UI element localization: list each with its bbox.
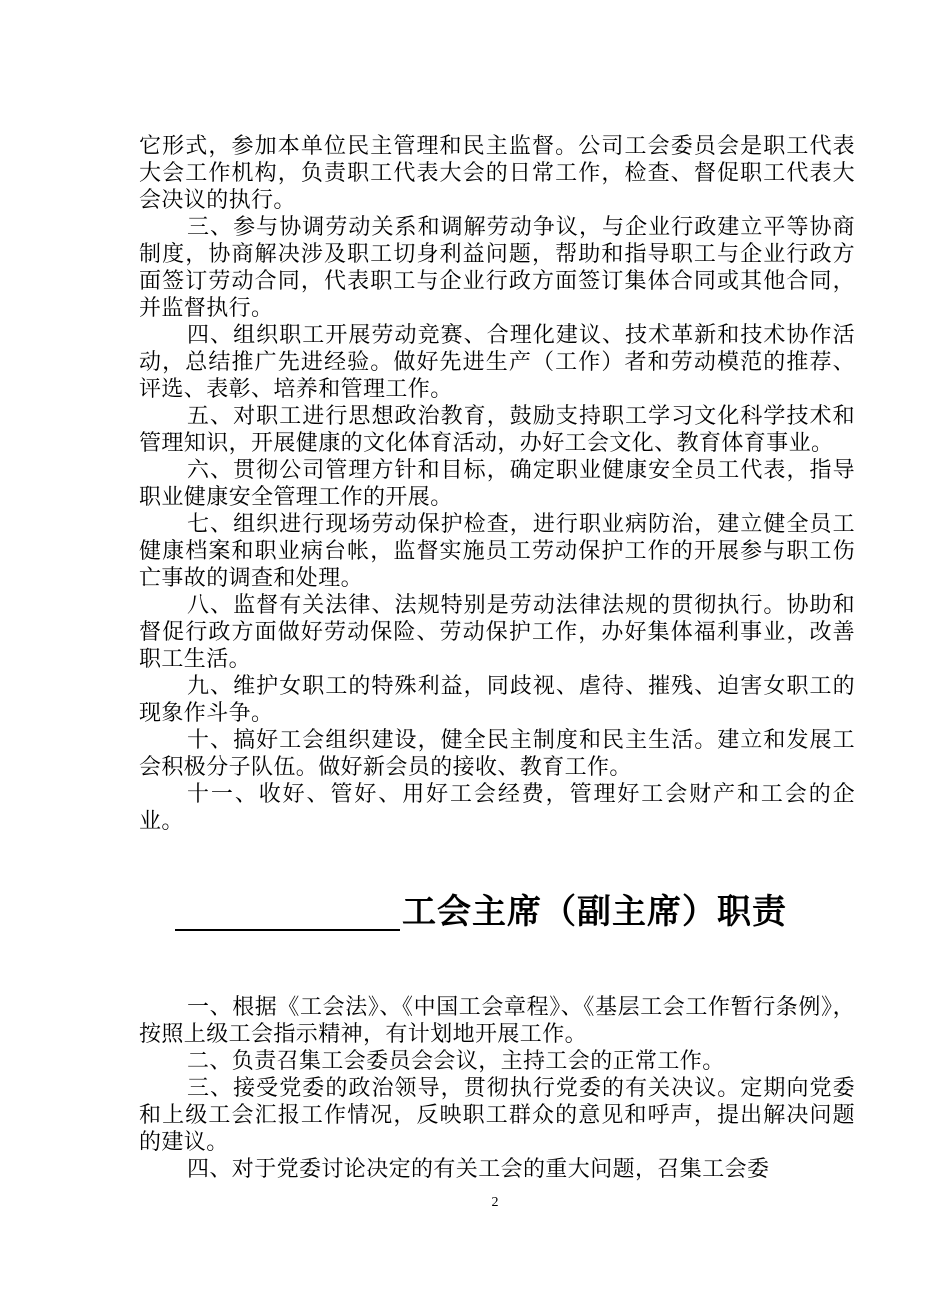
chairman-duty-2: 二、负责召集工会委员会会议，主持工会的正常工作。 bbox=[187, 1049, 725, 1074]
page-number: 2 bbox=[491, 1195, 499, 1210]
chairman-duty-3: 三、接受党委的政治领导，贯彻执行党委的有关决议。定期向党委和上级工会汇报工作情况，反映职工群众的意见和呼声，提出解决问题的建议。 bbox=[139, 1076, 855, 1155]
section-title: 工会主席（副主席）职责 bbox=[402, 892, 787, 932]
paragraph-item-11: 十一、收好、管好、用好工会经费，管理好工会财产和工会的企业。 bbox=[139, 782, 855, 834]
chairman-duties-list bbox=[139, 994, 855, 1183]
paragraph-item-4: 四、组织职工开展劳动竞赛、合理化建议、技术革新和技术协作活动，总结推广先进经验。做好先进生产（工作）者和劳动模范的推荐、评选、表彰、培养和管理工作。 bbox=[139, 323, 855, 402]
paragraph-item-5: 五、对职工进行思想政治教育，鼓励支持职工学习文化科学技术和管理知识，开展健康的文化体育活动，办好工会文化、教育体育事业。 bbox=[139, 404, 855, 456]
paragraph-continuation: 它形式，参加本单位民主管理和民主监督。公司工会委员会是职工代表大会工作机构，负责职工代表大会的日常工作，检查、督促职工代表大会决议的执行。 bbox=[139, 134, 855, 213]
duties-list-continued bbox=[139, 133, 855, 835]
title-underline-blank bbox=[175, 929, 400, 931]
paragraph-item-6: 六、贯彻公司管理方针和目标，确定职业健康安全员工代表，指导职业健康安全管理工作的开展。 bbox=[139, 458, 855, 510]
paragraph-item-9: 九、维护女职工的特殊利益，同歧视、虐待、摧残、迫害女职工的现象作斗争。 bbox=[139, 674, 855, 726]
paragraph-item-8: 八、监督有关法律、法规特别是劳动法律法规的贯彻执行。协助和督促行政方面做好劳动保险、劳动保护工作，办好集体福利事业，改善职工生活。 bbox=[139, 593, 855, 672]
paragraph-item-7: 七、组织进行现场劳动保护检查，进行职业病防治，建立健全员工健康档案和职业病台帐，监督实施员工劳动保护工作的开展参与职工伤亡事故的调查和处理。 bbox=[139, 512, 855, 591]
chairman-duty-1: 一、根据《工会法》、《中国工会章程》、《基层工会工作暂行条例》，按照上级工会指示精神，有计划地开展工作。 bbox=[139, 995, 855, 1047]
section-heading bbox=[0, 886, 950, 946]
paragraph-item-10: 十、搞好工会组织建设，健全民主制度和民主生活。建立和发展工会积极分子队伍。做好新会员的接收、教育工作。 bbox=[139, 728, 855, 780]
paragraph-item-3: 三、参与协调劳动关系和调解劳动争议，与企业行政建立平等协商制度，协商解决涉及职工切身利益问题，帮助和指导职工与企业行政方面签订劳动合同，代表职工与企业行政方面签订集体合同或其他合同，并监督执行。 bbox=[139, 215, 855, 321]
chairman-duty-4: 四、对于党委讨论决定的有关工会的重大问题，召集工会委 bbox=[187, 1157, 770, 1182]
